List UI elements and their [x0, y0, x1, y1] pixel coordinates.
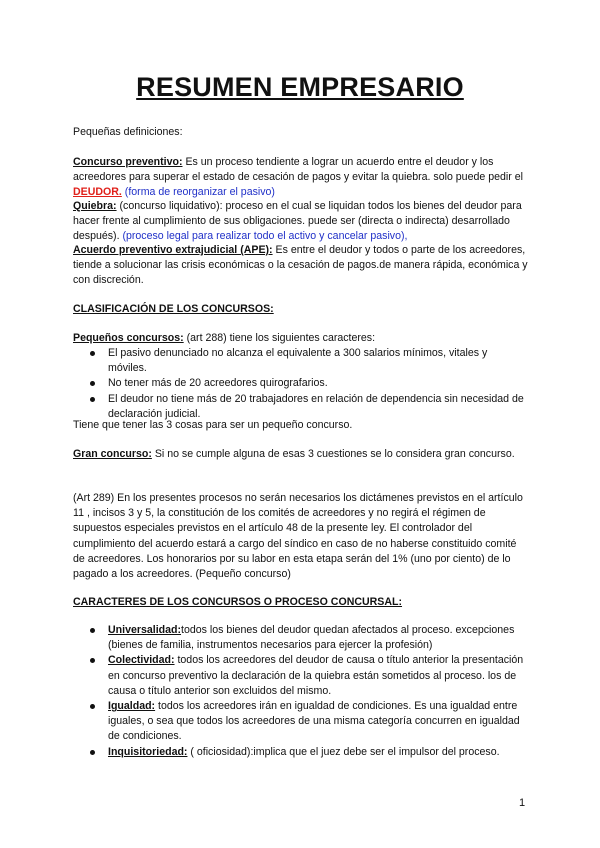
- term-quiebra: Quiebra:: [73, 200, 117, 212]
- quiebra-note: (proceso legal para realizar todo el activo y cancelar pasivo),: [122, 230, 408, 243]
- def-pequenos-concursos: [73, 331, 529, 346]
- page-number: 1: [519, 797, 526, 809]
- quiebra-text: (concurso liquidativo): proceso en el cual se liquidan todos los bienes del deudor para hacer frente al cumplimiento de sus obligaciones. puede ser (directa o indirecta) desarrollado después).: [73, 200, 522, 243]
- list-item: [73, 653, 529, 699]
- list-item: [73, 623, 529, 653]
- colectividad-text: todos los acreedores del deudor de causa o título anterior la presentación en concurso preventivo la declaración de la quiebra están sometidos al proceso. los de causa o título anterior son excluidos del mismo.: [108, 654, 524, 697]
- def-quiebra: [73, 199, 529, 245]
- list-item: [73, 699, 529, 745]
- gran-text: Si no se cumple alguna de esas 3 cuestiones se lo considera gran concurso.: [151, 448, 515, 460]
- term-inquisitoriedad: Inquisitoriedad:: [108, 745, 188, 758]
- page-title: RESUMEN EMPRESARIO: [136, 72, 464, 102]
- term-ape: Acuerdo preventivo extrajudicial (APE):: [73, 244, 273, 256]
- term-pequenos-concursos: Pequeños concursos:: [73, 332, 184, 344]
- list-item: [73, 745, 529, 760]
- term-igualdad: Igualdad:: [108, 700, 156, 713]
- caracteres-list: [73, 623, 529, 760]
- term-concurso-preventivo: Concurso preventivo:: [73, 156, 183, 168]
- term-universalidad: Universalidad:: [108, 624, 182, 636]
- term-gran-concurso: Gran concurso:: [73, 448, 152, 460]
- def-ape: [73, 243, 529, 289]
- list-item: No tener más de 20 acreedores quirografarios.: [73, 376, 529, 391]
- list-item: El pasivo denunciado no alcanza el equivalente a 300 salarios mínimos, vitales y móviles.: [73, 346, 529, 376]
- pequenos-list: [73, 346, 529, 422]
- inquisitoriedad-text: ( oficiosidad):implica que el juez debe ser el impulsor del proceso.: [187, 745, 500, 758]
- ape-text: Es entre el deudor y todos o parte de los acreedores, tiende a solucionar las crisis económicas o la cesación de pagos.de manera rápida, económica y con discreción.: [73, 244, 528, 287]
- concurso-preventivo-note: (forma de reorganizar el pasivo): [121, 186, 275, 199]
- concurso-preventivo-text: Es un proceso tendiente a lograr un acuerdo entre el deudor y los acreedores para superar el estado de cesación de pagos y evitar la quiebra. solo puede pedir el: [73, 156, 523, 184]
- term-colectividad: Colectividad:: [108, 654, 175, 667]
- heading-caracteres: CARACTERES DE LOS CONCURSOS O PROCESO CONCURSAL:: [73, 596, 403, 608]
- universalidad-text: todos los bienes del deudor quedan afectados al proceso. excepciones (bienes de familia, instrumentos necesarios para ejercer la profesión): [108, 624, 515, 652]
- def-gran-concurso: [73, 447, 529, 462]
- deudor-highlight: DEUDOR.: [73, 186, 122, 199]
- pequenos-after: Tiene que tener las 3 cosas para ser un pequeño concurso.: [73, 419, 353, 431]
- def-concurso-preventivo: [73, 155, 529, 201]
- intro-text: Pequeñas definiciones:: [73, 126, 183, 138]
- list-item: El deudor no tiene más de 20 trabajadores en relación de dependencia sin necesidad de declaración judicial.: [73, 392, 529, 422]
- art-289-paragraph: (Art 289) En los presentes procesos no serán necesarios los dictámenes previstos en el artículo 11 , incisos 3 y 5, la constitución de los comités de acreedores y no regirá el régimen de supuestos especiales previstos en el artículo 48 de la presente ley. El controlador del cumplimiento del acuerdo estará a cargo del síndico en caso de no haberse constituido comité de acreedores. Los honorarios por su labor en esta etapa serán del 1% (uno por ciento) de lo pagado a los acreedores. (Pequeño concurso): [73, 492, 523, 581]
- pequenos-text: (art 288) tiene los siguientes caracteres:: [183, 332, 376, 344]
- igualdad-text: todos los acreedores irán en igualdad de condiciones. Es una igualdad entre iguales, o sea que todos los acreedores de una misma categoría concurren en igualdad de condiciones.: [108, 700, 520, 743]
- heading-clasificacion: CLASIFICACIÓN DE LOS CONCURSOS:: [73, 303, 274, 315]
